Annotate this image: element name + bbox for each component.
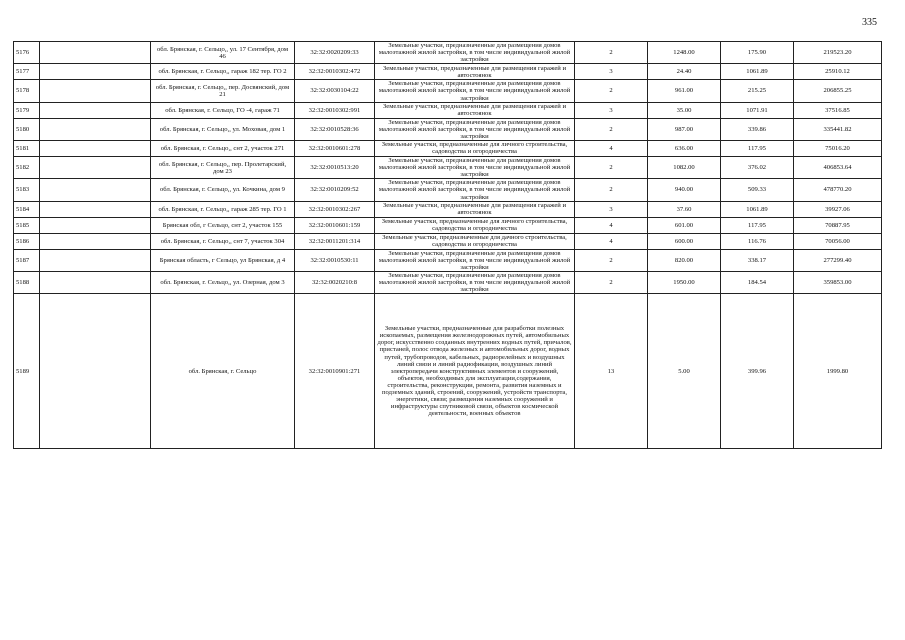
category-cell: 4 (575, 217, 648, 233)
blank-cell (40, 217, 151, 233)
cadastral-value-cell: 335441.82 (794, 118, 882, 140)
row-number: 5176 (14, 42, 40, 64)
rate-cell: 338.17 (721, 249, 794, 271)
blank-cell (40, 249, 151, 271)
blank-cell (40, 271, 151, 293)
area-cell: 35.00 (648, 102, 721, 118)
area-cell: 940.00 (648, 179, 721, 201)
category-cell: 2 (575, 118, 648, 140)
address-cell: обл. Брянская, г. Сельцо,, гараж 285 тер. ГО 1 (151, 201, 295, 217)
rate-cell: 117.95 (721, 140, 794, 156)
area-cell: 601.00 (648, 217, 721, 233)
row-number: 5184 (14, 201, 40, 217)
rate-cell: 339.86 (721, 118, 794, 140)
page-number: 335 (862, 17, 877, 28)
cadastral-number-cell: 32:32:0030104:22 (295, 80, 375, 102)
blank-cell (40, 294, 151, 449)
cadastral-number-cell: 32:32:0010302:267 (295, 201, 375, 217)
area-cell: 37.60 (648, 201, 721, 217)
row-number: 5179 (14, 102, 40, 118)
table-row (14, 201, 882, 217)
address-cell: обл. Брянская, г. Сельцо,, ул. Озерная, дом 3 (151, 271, 295, 293)
cadastral-number-cell: 32:32:0010901:271 (295, 294, 375, 449)
category-cell: 2 (575, 42, 648, 64)
cadastral-number-cell: 32:32:0010530:11 (295, 249, 375, 271)
cadastral-number-cell: 32:32:0020210:8 (295, 271, 375, 293)
category-cell: 2 (575, 80, 648, 102)
cadastral-value-cell: 39927.06 (794, 201, 882, 217)
cadastral-number-cell: 32:32:0010209:52 (295, 179, 375, 201)
land-use-cell: Земельные участки, предназначенные для личного строительства, садоводства и огородничества (375, 140, 575, 156)
land-use-cell: Земельные участки, предназначенные для размещения домов малоэтажной жилой застройки, в том числе индивидуальной жилой застройки (375, 179, 575, 201)
cadastral-value-cell: 206855.25 (794, 80, 882, 102)
row-number: 5189 (14, 294, 40, 449)
table-row (14, 179, 882, 201)
rate-cell: 184.54 (721, 271, 794, 293)
table-row (14, 217, 882, 233)
blank-cell (40, 201, 151, 217)
address-cell: обл. Брянская, г. Сельцо,, пер. Пролетарский, дом 23 (151, 156, 295, 178)
address-cell: Брянская область, г Сельцо, ул Брянская, д 4 (151, 249, 295, 271)
category-cell: 4 (575, 140, 648, 156)
blank-cell (40, 233, 151, 249)
area-cell: 636.00 (648, 140, 721, 156)
cadastral-number-cell: 32:32:0010601:159 (295, 217, 375, 233)
land-use-cell: Земельные участки, предназначенные для размещения домов малоэтажной жилой застройки, в том числе индивидуальной жилой застройки (375, 80, 575, 102)
table-row (14, 233, 882, 249)
rate-cell: 116.76 (721, 233, 794, 249)
land-use-cell: Земельные участки, предназначенные для размещения домов малоэтажной жилой застройки, в том числе индивидуальной жилой застройки (375, 249, 575, 271)
address-cell: обл. Брянская, г. Сельцо, ГО -4, гараж 71 (151, 102, 295, 118)
category-cell: 2 (575, 156, 648, 178)
cadastral-value-cell: 70887.95 (794, 217, 882, 233)
cadastral-value-cell: 37516.85 (794, 102, 882, 118)
area-cell: 600.00 (648, 233, 721, 249)
rate-cell: 509.33 (721, 179, 794, 201)
cadastral-value-cell: 219523.20 (794, 42, 882, 64)
land-use-cell: Земельные участки, предназначенные для размещения гаражей и автостоянок (375, 201, 575, 217)
category-cell: 3 (575, 64, 648, 80)
row-number: 5181 (14, 140, 40, 156)
land-use-cell: Земельные участки, предназначенные для размещения домов малоэтажной жилой застройки, в том числе индивидуальной жилой застройки (375, 118, 575, 140)
table-row (14, 249, 882, 271)
address-cell: обл. Брянская, г. Сельцо,, ул. Кочкина, дом 9 (151, 179, 295, 201)
rate-cell: 175.90 (721, 42, 794, 64)
rate-cell: 117.95 (721, 217, 794, 233)
blank-cell (40, 42, 151, 64)
rate-cell: 1071.91 (721, 102, 794, 118)
cadastral-number-cell: 32:32:0020209:33 (295, 42, 375, 64)
land-use-cell: Земельные участки, предназначенные для размещения гаражей и автостоянок (375, 64, 575, 80)
row-number: 5177 (14, 64, 40, 80)
row-number: 5185 (14, 217, 40, 233)
rate-cell: 215.25 (721, 80, 794, 102)
blank-cell (40, 118, 151, 140)
row-number: 5178 (14, 80, 40, 102)
cadastral-value-cell: 359853.00 (794, 271, 882, 293)
cadastral-value-cell: 277299.40 (794, 249, 882, 271)
row-number: 5186 (14, 233, 40, 249)
land-registry-table (13, 41, 882, 449)
cadastral-value-cell: 478770.20 (794, 179, 882, 201)
address-cell: обл. Брянская, г. Сельцо,, снт 7, участок 304 (151, 233, 295, 249)
area-cell: 987.00 (648, 118, 721, 140)
cadastral-value-cell: 406853.64 (794, 156, 882, 178)
cadastral-value-cell: 1999.80 (794, 294, 882, 449)
address-cell: обл. Брянская, г. Сельцо,, ул. 17 Сентября, дом 46 (151, 42, 295, 64)
area-cell: 24.40 (648, 64, 721, 80)
cadastral-number-cell: 32:32:0010302:991 (295, 102, 375, 118)
rate-cell: 376.02 (721, 156, 794, 178)
row-number: 5183 (14, 179, 40, 201)
cadastral-number-cell: 32:32:0011201:314 (295, 233, 375, 249)
address-cell: обл. Брянская, г. Сельцо (151, 294, 295, 449)
rate-cell: 1061.89 (721, 201, 794, 217)
address-cell: Брянская обл, г Сельцо, снт 2, участок 155 (151, 217, 295, 233)
row-number: 5187 (14, 249, 40, 271)
table-body (14, 42, 882, 449)
address-cell: обл. Брянская, г. Сельцо,, снт 2, участок 271 (151, 140, 295, 156)
land-use-cell: Земельные участки, предназначенные для размещения домов малоэтажной жилой застройки, в том числе индивидуальной жилой застройки (375, 156, 575, 178)
cadastral-number-cell: 32:32:0010601:278 (295, 140, 375, 156)
category-cell: 2 (575, 271, 648, 293)
table-row (14, 271, 882, 293)
table-row (14, 102, 882, 118)
rate-cell: 1061.89 (721, 64, 794, 80)
cadastral-number-cell: 32:32:0010302:472 (295, 64, 375, 80)
category-cell: 2 (575, 249, 648, 271)
cadastral-value-cell: 25910.12 (794, 64, 882, 80)
land-use-cell: Земельные участки, предназначенные для размещения гаражей и автостоянок (375, 102, 575, 118)
blank-cell (40, 140, 151, 156)
category-cell: 4 (575, 233, 648, 249)
blank-cell (40, 156, 151, 178)
rate-cell: 399.96 (721, 294, 794, 449)
table-row (14, 294, 882, 449)
blank-cell (40, 64, 151, 80)
row-number: 5182 (14, 156, 40, 178)
table-row (14, 156, 882, 178)
land-use-cell: Земельные участки, предназначенные для личного строительства, садоводства и огородничества (375, 217, 575, 233)
cadastral-number-cell: 32:32:0010528:36 (295, 118, 375, 140)
blank-cell (40, 179, 151, 201)
area-cell: 5.00 (648, 294, 721, 449)
cadastral-value-cell: 75016.20 (794, 140, 882, 156)
table-row (14, 42, 882, 64)
area-cell: 1950.00 (648, 271, 721, 293)
category-cell: 3 (575, 102, 648, 118)
address-cell: обл. Брянская, г. Сельцо,, пер. Досвянский, дом 21 (151, 80, 295, 102)
land-use-cell: Земельные участки, предназначенные для размещения домов малоэтажной жилой застройки, в том числе индивидуальной жилой застройки (375, 271, 575, 293)
table-row (14, 140, 882, 156)
cadastral-value-cell: 70056.00 (794, 233, 882, 249)
area-cell: 1248.00 (648, 42, 721, 64)
address-cell: обл. Брянская, г. Сельцо,, ул. Моховая, дом 1 (151, 118, 295, 140)
area-cell: 1082.00 (648, 156, 721, 178)
category-cell: 2 (575, 179, 648, 201)
address-cell: обл. Брянская, г. Сельцо,, гараж 182 тер. ГО 2 (151, 64, 295, 80)
table-row (14, 118, 882, 140)
cadastral-number-cell: 32:32:0010513:20 (295, 156, 375, 178)
table-row (14, 80, 882, 102)
table-row (14, 64, 882, 80)
row-number: 5180 (14, 118, 40, 140)
category-cell: 3 (575, 201, 648, 217)
land-use-cell: Земельные участки, предназначенные для дачного строительства, садоводства и огородничества (375, 233, 575, 249)
land-use-cell: Земельные участки, предназначенные для размещения домов малоэтажной жилой застройки, в том числе индивидуальной жилой застройки (375, 42, 575, 64)
area-cell: 961.00 (648, 80, 721, 102)
category-cell: 13 (575, 294, 648, 449)
row-number: 5188 (14, 271, 40, 293)
area-cell: 820.00 (648, 249, 721, 271)
blank-cell (40, 102, 151, 118)
blank-cell (40, 80, 151, 102)
land-use-cell: Земельные участки, предназначенные для разработки полезных ископаемых, размещения железнодорожных путей, автомобильных дорог, искусственно созданных внутренних водных путей, причалов, пристаней, полос отвода железных и автомобильных дорог, водных путей, трубопроводов, кабельных, радиорелейных и воздушных линий связи и линий радиофикации, воздушных линий электропередачи конструктивных элементов и сооружений, объектов, необходимых для эксплуатации,содержания, строительства, реконструкции, ремонта, развития наземных и подземных зданий, строений, сооружений, устройств транспорта, энергетики, связи; размещения наземных сооружений и инфраструктуры спутниковой связи, объектов космической деятельности, военных объектов (375, 294, 575, 449)
